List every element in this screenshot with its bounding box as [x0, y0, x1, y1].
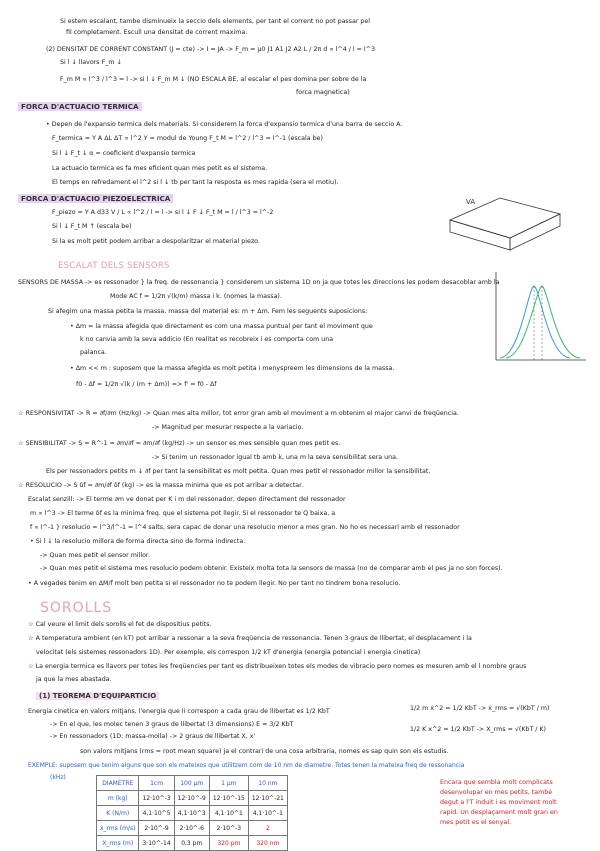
table-cell: m (kg)	[97, 791, 139, 806]
table-header: 1cm	[139, 776, 174, 791]
scaling-table	[96, 775, 288, 851]
text-line: -> Si tenim un ressonador igual tb amb k, una m la seva sensibilitat sera una.	[152, 454, 398, 461]
example-intro: EXEMPLE: suposem que tenim alguns que son els mateixos que utilitzem com de 10 nm de diametre. Totes tenen la mateixa freq de ressonancia	[28, 762, 465, 769]
text-line: El temps en refredament el l^2 si l ↓ tb per tant la resposta es mes rapida (sera el motiu).	[52, 179, 339, 186]
text-line: k no canvia amb la seva addicio (En realitat es recobreix i es comporta com una	[80, 336, 334, 343]
table-row	[97, 821, 288, 836]
text-line: Si estem escalant, tambe disminueix la seccio dels elements, per tant el corrent no pot passar pel	[60, 18, 371, 25]
table-cell: 12·10^-21	[248, 791, 287, 806]
text-line: F_piezo = Y A d33 V / L ∝ l^2 / l = l -> si l ↓ F ↓ F_t M = l / l^3 = l^-2	[52, 209, 274, 216]
resonance-shift-plot	[490, 268, 590, 368]
text-line: forca magnetica)	[296, 89, 350, 96]
text-line: ☆ A temperatura ambient (en kT) pot arribar a ressonar a la seva freqüencia de ressonancia. Tenen 3 graus de llibertat, el desplacament i la	[28, 635, 472, 642]
table-cell: 4,1·10^3	[174, 806, 209, 821]
text-line: Si afegim una massa petita la massa, massa del material es: m + Δm. Fem les seguents suposicions:	[48, 308, 368, 315]
table-row	[97, 806, 288, 821]
text-line: -> Quan mes petit el sensor millor.	[40, 552, 150, 559]
table-cell: 12·10^-9	[174, 791, 209, 806]
text-line: ☆ RESPONSIVITAT -> R = ∂f/∂m (Hz/kg) -> Quan mes alta millor, tot error gran amb el moviment a m obtenim el major canvi de freqüencia.	[18, 410, 459, 417]
table-cell: 320 nm	[248, 836, 287, 851]
example-unit: (kHz)	[50, 774, 66, 781]
table-cell: 12·10^-15	[209, 791, 248, 806]
section-title-thermal: FORCA D'ACTUACIO TERMICA	[18, 102, 142, 111]
text-line: f0 - Δf = 1/2π √(k / (m + Δm)) => f' = f0 - Δf	[76, 381, 217, 388]
piezo-block-figure	[430, 190, 570, 260]
equipartition-equation: 1/2 K x^2 = 1/2 KbT -> X_rms = √(KbT / K)	[410, 726, 547, 733]
text-line: Els per ressonadors petits m ↓ ∂f per tant la sensibilitat es molt petita. Quan mes petit el ressonador millor la sensibilitat.	[46, 468, 431, 475]
section-title-piezo: FORCA D'ACTUACIO PIEZOELECTRICA	[18, 194, 173, 203]
text-line: fil completament. Escull una densitat de corrent maxima.	[66, 29, 248, 36]
text-line: -> En el que, les molec tenen 3 graus de llibertat (3 dimensions) E = 3/2 KbT	[50, 721, 294, 728]
text-line: Mode AC f = 1/2π √(k/m) massa i k. (nomes la massa).	[110, 293, 282, 300]
text-line: • A vegades tenim en ΔM/f molt ben petita si el ressonador no te podem llegir. No per tant no tindrem bona resolucio.	[28, 580, 401, 587]
text-line: m ∝ l^3 -> El terme δf es la minima freq. que el sistema pot llegir. Si el ressonador te Q baixa, a	[30, 510, 336, 517]
table-header: 1 μm	[209, 776, 248, 791]
text-line: SENSORS DE MASSA -> es ressonador } la freq. de ressonancia } considerem un sistema 1D on ja que totes les direccions les podem desacoblar amb la	[18, 279, 500, 286]
text-line: ja que la mes abastada.	[36, 676, 112, 683]
text-line: La actuacio termica es fa mes eficient quan mes petit es el sistema.	[52, 165, 268, 172]
table-cell: 12·10^-3	[139, 791, 174, 806]
text-line: ☆ Cal veure el limit dels sorolls el fet de dispositius petits.	[28, 621, 212, 628]
section-title-sensors: ESCALAT DELS SENSORS	[58, 261, 170, 271]
piezo-figure-label: VA	[466, 198, 476, 206]
text-line: -> Quan mes petit el sistema mes resolucio podem obtenir. Existeix molta tota la sensors de massa (no de comparar amb el pes ja no son forces).	[40, 565, 503, 572]
text-line: • Δm << m : suposem que la massa afegida es molt petita i menyspreem les dimensions de la massa.	[70, 365, 395, 372]
table-row	[97, 836, 288, 851]
table-cell: ẋ_rms (m/s)	[97, 821, 139, 836]
table-cell: 4,1·10^1	[209, 806, 248, 821]
section-title-noise: SOROLLS	[40, 600, 113, 616]
text-line: ☆ SENSIBILITAT -> S = R^-1 = ∂m/∂f = ∂m/∂f (kg/Hz) -> un sensor es mes sensible quan mes petit es.	[18, 440, 341, 447]
text-line: F_termica = Y A ΔL ΔT ∝ l^2 Y = modul de Young F_t M = l^2 / l^3 = l^-1 (escala be)	[52, 135, 323, 142]
text-line: • Δm = la massa afegida que directament es com una massa puntual per tant el moviment que	[70, 323, 373, 330]
text-line: Si la es molt petit podem arribar a despolaritzar el material piezo.	[52, 238, 260, 245]
table-header: 10 nm	[248, 776, 287, 791]
text-line: (2) DENSITAT DE CORRENT CONSTANT (J = cte) -> I = JA -> F_m = μ0 J1 A1 J2 A2 L / 2π d ∝ l^4 / l = l^3	[46, 46, 375, 53]
table-cell: 4,1·10^-1	[248, 806, 287, 821]
table-header: DIAMETRE	[97, 776, 139, 791]
subsection-title-equipartition: (1) TEOREMA D'EQUIPARTICIO	[36, 692, 159, 700]
text-line: ☆ La energia termica es llavors per totes les freqüencies per tant es distribueixen totes els modes de vibracio pero nomes es mesuren amb el l nombre graus	[28, 663, 527, 670]
table-cell: 2	[248, 821, 287, 836]
text-line: son valors mitjans (rms = root mean square) ja el contrari de una cosa arbitraria, nomes es sap quin son els estudis.	[80, 748, 449, 755]
text-line: ☆ RESOLUCIO -> S δf = ∂m/∂f δf (kg) -> es la massa minima que es pot arribar a detectar.	[18, 482, 304, 489]
table-cell: X_rms (m)	[97, 836, 139, 851]
text-line: f ∝ l^-1 } resolucio = l^3/l^-1 = l^4 salts, sera capac de donar una resolucio menor a mes gran. No ho es necessari amb el ressonador	[30, 524, 460, 531]
text-line: velocitat (els sistemes ressonadors 1D). Per exemple, els correspon 1/2 kT d'energia (energia potencial i energia cinetica)	[36, 649, 421, 656]
table-cell: 2·10^-9	[139, 821, 174, 836]
table-row	[97, 791, 288, 806]
text-line: • Depen de l'expansio termica dels materials. Si considerem la forca d'expansio termica d'una barra de seccio A.	[46, 121, 403, 128]
text-line: -> En ressonadors (1D: massa-molla) -> 2 graus de llibertat X, x'	[50, 733, 256, 740]
table-cell: 4,1·10^5	[139, 806, 174, 821]
text-line: Si l ↓ F_t M ↑ (escala be)	[52, 223, 132, 230]
text-line: Energia cinetica en valors mitjans, l'energia que li correspon a cada grau de llibertat es 1/2 KbT	[28, 708, 330, 715]
text-line: Escalat senzill: -> El terme ∂m ve donat per K i m del ressonador, depen directament del ressonador	[28, 496, 346, 503]
text-line: • Si l ↓ la resolucio millora de forma directa sino de forma indirecta.	[30, 538, 246, 545]
table-cell: 3·10^-14	[139, 836, 174, 851]
table-cell: 2·10^-3	[209, 821, 248, 836]
text-line: Si l ↓ F_t ↓ α = coeficient d'expansio termica	[52, 150, 196, 157]
text-line: palanca.	[80, 349, 107, 356]
table-cell: K (N/m)	[97, 806, 139, 821]
table-cell: 320 pm	[209, 836, 248, 851]
text-line: F_m M ∝ l^3 / l^3 = l -> si l ↓ F_m M ↓ (NO ESCALA BE, al escalar el pes domina per sobre de la	[60, 76, 367, 83]
text-line: -> Magnitud per mesurar respecte a la variacio.	[152, 424, 304, 431]
text-line: Si l ↓ llavors F_m ↓	[60, 59, 122, 66]
red-note: Encara que sembla molt complicats desenvolupar en mes petits, també degut a l'T induit i es moviment molt rapid. Un desplaçament molt gran en mes petit es el senyal.	[440, 779, 558, 826]
table-cell: 2·10^-6	[174, 821, 209, 836]
table-cell: 0,3 pm	[174, 836, 209, 851]
table-header: 100 μm	[174, 776, 209, 791]
equipartition-equation: 1/2 m ẋ^2 = 1/2 KbT -> ẋ_rms = √(KbT / m)	[410, 705, 550, 712]
